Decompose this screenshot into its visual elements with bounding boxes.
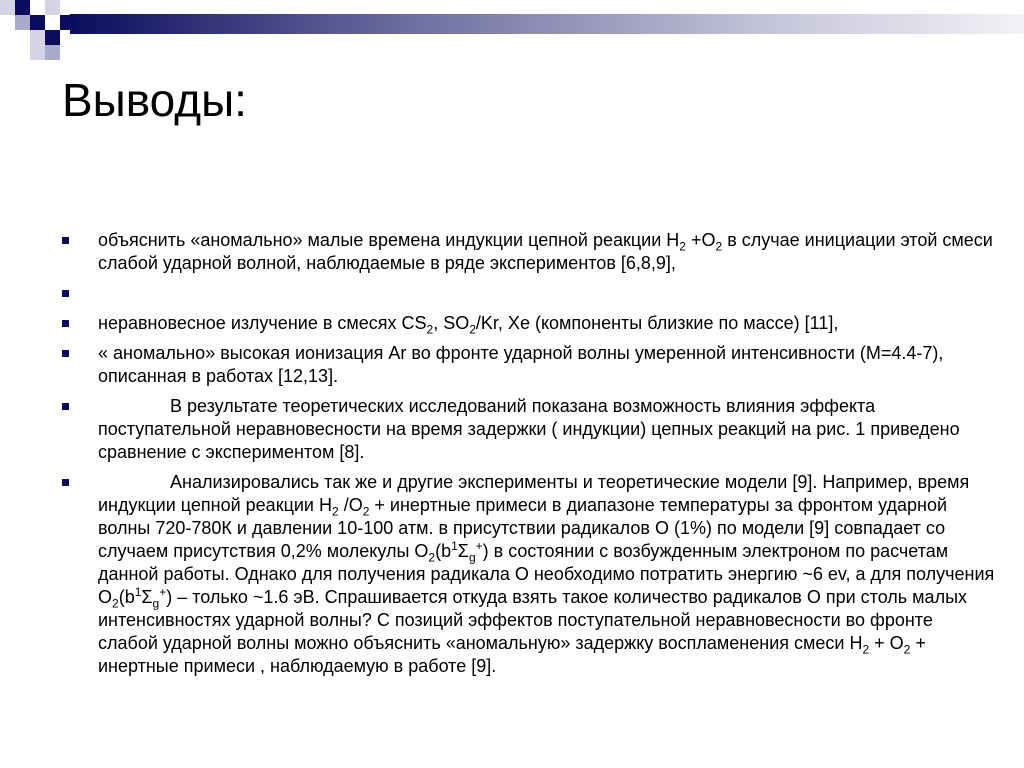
bullet-text: В результате теоретических исследований показана возможность влияния эффекта поступательной неравновесности на время задержки ( индукции) цепных реакций на рис. 1 приведено сравнение с экспериментом [8]. xyxy=(98,396,960,462)
bullet-text: « аномально» высокая ионизация Ar во фронте ударной волны умеренной интенсивности (M=4.4-7), описанная в работах [12,13]. xyxy=(98,343,944,386)
header-decoration xyxy=(0,0,1024,60)
bullet-item-4 xyxy=(62,342,997,388)
deco-square-5 xyxy=(30,15,45,30)
slide-title: Выводы: xyxy=(62,74,247,126)
deco-square-2 xyxy=(15,0,30,15)
bullet-item-3 xyxy=(62,312,997,335)
deco-square-4 xyxy=(15,15,30,30)
bullet-item-5 xyxy=(62,395,997,464)
bullet-text: объяснить «аномально» малые времена индукции цепной реакции $H_2 +O_2$ в случае инициации этой смеси слабой ударной волной, наблюдаемые в ряде экспериментов [6,8,9], xyxy=(98,230,993,273)
deco-square-1 xyxy=(0,0,15,15)
bullet-item-1 xyxy=(62,229,997,275)
bullet-text: неравновесное излучение в смесях $CS_2$, $SO_2/Kr$, Xe (компоненты близкие по массе) [11], xyxy=(98,313,839,337)
deco-square-3 xyxy=(45,0,60,15)
square-bullet-icon xyxy=(62,290,69,297)
square-bullet-icon xyxy=(62,479,69,486)
bullet-text: Анализировались так же и другие эксперименты и теоретические модели [9]. Например, время индукции цепной реакции $H_2$ $/O_2$ + инертные примеси в диапазоне температуры за фронтом ударной волны 720-780К и давлении 10-100 атм. в присутствии радикалов O (1%) по модели [9] совпадает со случаем присутствия 0,2% молекулы $O_2(b^1\Sigma_g^+)$ в состоянии с возбужденным электроном по расчетам данной работы. Однако для получения радикала O необходимо потратить энергию ~6 ev, а для получения $O_2(b^1\Sigma_g^+)$ – только ~1.6 эВ. Спрашивается откуда взять такое количество радикалов O при столь малых интенсивностях ударной волны? С позиций эффектов поступательной неравновесности во фронте слабой ударной волны можно объяснить «аномальную» задержку воспламенения смеси $H_2 + O_2$ + инертные примеси , наблюдаемую в работе [9]. xyxy=(98,472,995,676)
deco-square-10 xyxy=(45,45,60,60)
bullet-item-6 xyxy=(62,471,997,678)
deco-square-6 xyxy=(60,15,75,30)
conclusions-list xyxy=(62,229,997,685)
bullet-item-2 xyxy=(62,282,997,305)
square-bullet-icon xyxy=(62,237,69,244)
square-bullet-icon xyxy=(62,320,69,327)
deco-square-7 xyxy=(30,30,45,45)
deco-square-9 xyxy=(30,45,45,60)
square-bullet-icon xyxy=(62,350,69,357)
header-gradient-band xyxy=(70,14,1024,34)
deco-square-8 xyxy=(45,30,60,45)
square-bullet-icon xyxy=(62,403,69,410)
